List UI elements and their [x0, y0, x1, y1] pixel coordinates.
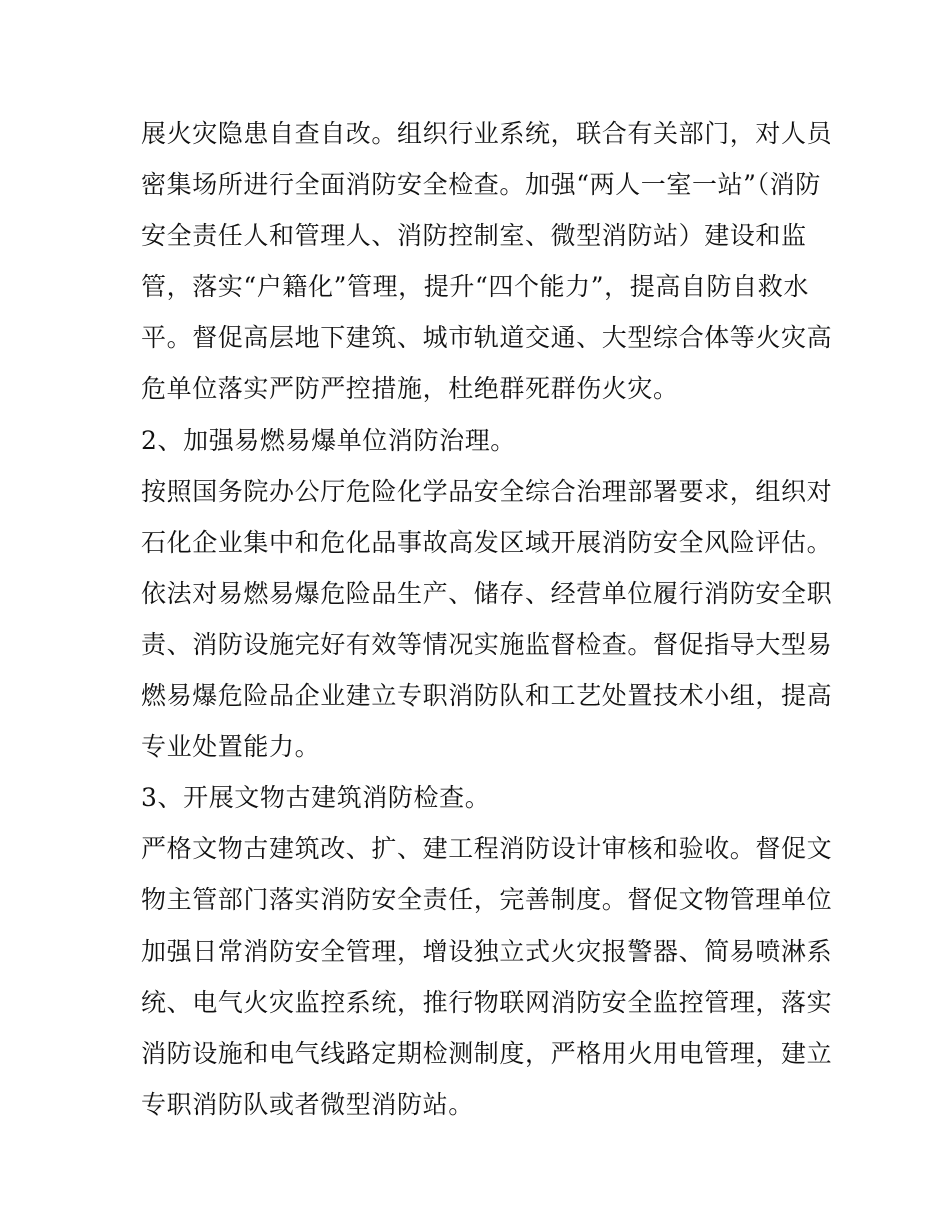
paragraph-line: 专职消防队或者微型消防站。: [141, 1089, 474, 1119]
paragraph-line: 按照国务院办公厅危险化学品安全综合治理部署要求，组织对: [141, 476, 833, 506]
paragraph-line: 加强日常消防安全管理，增设独立式火灾报警器、简易喷淋系: [141, 936, 833, 966]
paragraph-line: 燃易爆危险品企业建立专职消防队和工艺处置技术小组，提高: [141, 681, 833, 711]
paragraph-line: 统、电气火灾监控系统，推行物联网消防安全监控管理，落实: [141, 987, 833, 1017]
paragraph-line: 专业处置能力。: [141, 732, 321, 762]
paragraph-line: 管，落实“户籍化”管理，提升“四个能力”，提高自防自救水: [141, 272, 809, 302]
paragraph-line: 展火灾隐患自查自改。组织行业系统，联合有关部门，对人员: [141, 119, 833, 148]
paragraph-line: 危单位落实严防严控措施，杜绝群死群伤火灾。: [141, 374, 679, 404]
paragraph-line: 依法对易燃易爆危险品生产、储存、经营单位履行消防安全职: [141, 578, 833, 608]
paragraph-line: 石化企业集中和危化品事故高发区域开展消防安全风险评估。: [141, 527, 833, 557]
section-heading: 2、加强易燃易爆单位消防治理。: [141, 425, 516, 455]
paragraph-line: 物主管部门落实消防安全责任，完善制度。督促文物管理单位: [141, 885, 833, 915]
paragraph-line: 平。督促高层地下建筑、城市轨道交通、大型综合体等火灾高: [141, 323, 833, 353]
section-heading: 3、开展文物古建筑消防检查。: [141, 783, 491, 813]
document-body: [141, 108, 833, 1130]
paragraph-line: 严格文物古建筑改、扩、建工程消防设计审核和验收。督促文: [141, 834, 833, 864]
paragraph-line: 消防设施和电气线路定期检测制度，严格用火用电管理，建立: [141, 1038, 833, 1068]
paragraph-line: 密集场所进行全面消防安全检查。加强“两人一室一站”（消防: [141, 170, 821, 200]
paragraph-line: 责、消防设施完好有效等情况实施监督检查。督促指导大型易: [141, 629, 833, 659]
paragraph-line: 安全责任人和管理人、消防控制室、微型消防站）建设和监: [141, 221, 807, 251]
